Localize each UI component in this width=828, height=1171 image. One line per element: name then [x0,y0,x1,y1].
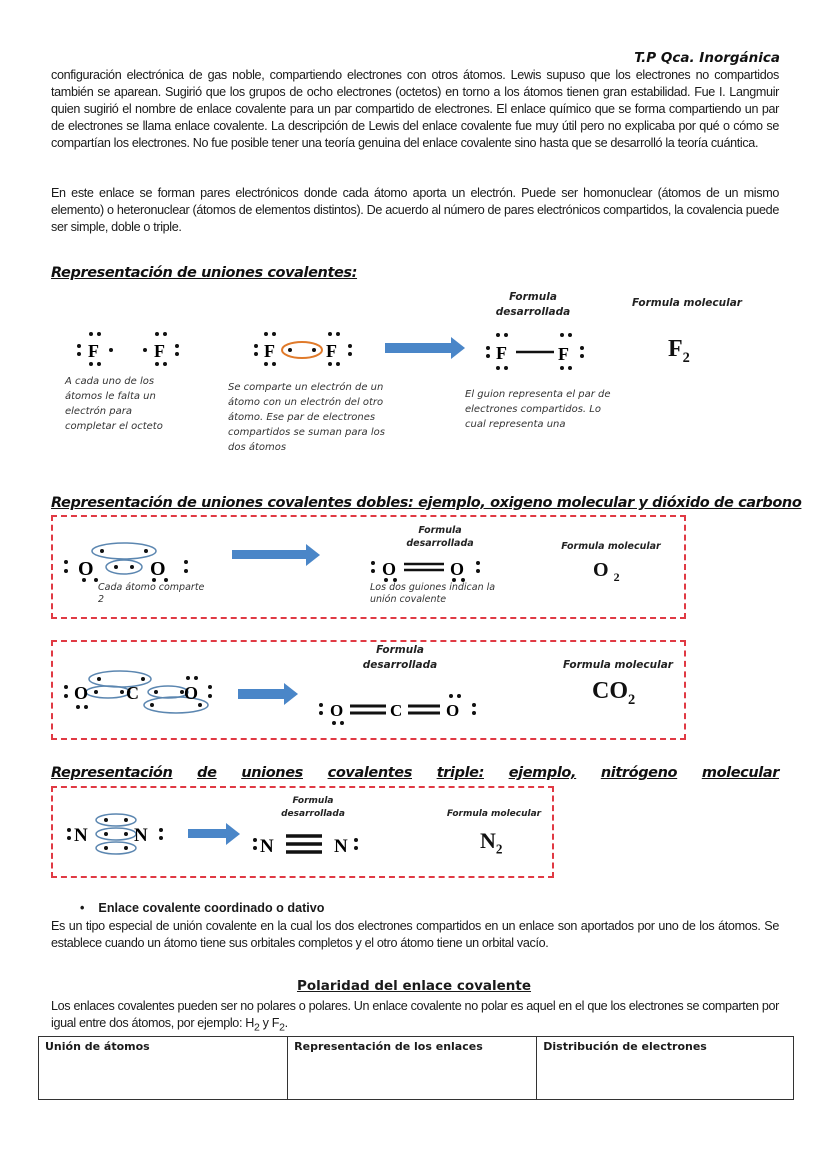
table-header-cell: Unión de átomos [39,1037,288,1100]
table-header-cell: Distribución de electrones [537,1037,794,1100]
label-developed-formula [345,643,455,673]
label-molecular-formula: Formula molecular [446,809,542,819]
label-developed-formula [478,290,588,320]
svg-text:F: F [88,341,99,361]
text-segment: y F [259,1016,280,1030]
molecular-formula-co2 [592,678,635,709]
heading-word: covalentes [327,765,412,781]
svg-text:O: O [184,683,199,703]
developed-formula-co2 [318,686,488,726]
svg-text:F: F [558,344,569,364]
heading-word: Representación [51,765,173,781]
text-segment: Los enlaces covalentes pueden ser no polares o polares. Un enlace covalente no polar es aquel en el que los electrones se comparten por igual entre dos átomos, por ejemplo: H [51,999,779,1030]
svg-text:C: C [126,683,139,703]
formula-subscript: 2 [613,570,620,584]
label-line-2: desarrollada [495,306,571,318]
document-header-title: T.P Qca. Inorgánica [634,50,780,66]
lewis-structure-co2-sharing [62,668,232,718]
heading-word: de [197,765,217,781]
svg-text:O: O [74,683,89,703]
table-row [39,1037,794,1100]
svg-text:O: O [450,559,465,579]
label-line-1: Formula [292,796,334,806]
caption-shared-electron: Se comparte un electrón de un átomo con un electrón del otro átomo. Ese par de electrones compartidos se suman para los dos átomos [228,382,385,453]
heading-word: molecular [701,765,779,781]
developed-formula-n2 [252,828,372,860]
lewis-structure-shared-pair [252,330,372,370]
label-line-1: Formula [418,525,462,536]
polarity-section-title: Polaridad del enlace covalente [296,978,532,994]
caption-dash-represents-pair: El guion representa el par de electrones compartidos. Lo cual representa una [465,389,611,430]
formula-subscript: 2 [682,349,690,366]
section-heading-single-bonds: Representación de uniones covalentes: [51,265,358,281]
lewis-structure-two-fluorine-atoms [75,330,195,370]
arrow-right-icon [232,550,306,559]
arrow-right-icon [188,829,226,838]
formula-subscript: 2 [495,841,503,857]
svg-text:N: N [74,825,88,846]
label-developed-formula [263,795,363,821]
svg-text:N: N [134,825,148,846]
svg-text:N: N [260,836,274,857]
developed-formula-o2 [370,553,485,583]
section-heading-triple-bonds [51,765,779,781]
developed-formula-f2 [484,332,594,372]
svg-text:N: N [334,836,348,857]
coordinated-bond-title: Enlace covalente coordinado o dativo [98,901,325,915]
lewis-structure-o2-sharing [62,540,207,585]
heading-word: uniones [241,765,303,781]
coordinated-bond-heading [80,901,324,915]
label-molecular-formula: Formula molecular [561,541,661,552]
formula-base: F [668,336,683,362]
svg-text:O: O [150,558,166,580]
svg-text:F: F [496,343,507,363]
svg-text:C: C [390,701,403,720]
polarity-table [38,1036,794,1100]
svg-text:O: O [78,558,94,580]
formula-subscript: 2 [628,691,636,708]
svg-text:O: O [382,559,397,579]
intro-paragraph-1: configuración electrónica de gas noble, compartiendo electrones con otros átomos. Lewis supuso que los electrones no compartidos también se aparean. Sugirió que los grupos de ocho electrones (octetos) en torno a los átomos tienen gran estabilidad. Fue I. Langmuir quien sugirió el nombre de enlace covalente para un par compartido de electrones. El enlace químico que se forma compartiendo un par de electrones se llama enlace covalente. La descripción de Lewis del enlace covalente fue muy útil pero no explicaba por qué o cómo se compartían los electrones. No fue posible tener una teoría genuina del enlace covalente sino hasta que se desarrolló la teoría cuántica. [51,68,779,150]
subscript: 2 [279,1021,285,1034]
label-line-1: Formula [509,291,557,303]
heading-word: ejemplo, [508,765,577,781]
label-developed-formula [385,524,495,550]
arrow-right-icon [238,689,284,699]
arrow-right-icon [385,343,451,353]
label-molecular-formula: Formula molecular [632,297,742,309]
label-line-2: desarrollada [362,659,438,671]
heading-word: nitrógeno [600,765,678,781]
svg-text:O: O [330,701,344,720]
caption-missing-electron: A cada uno de los átomos le falta un electrón para completar el octeto [65,376,163,432]
intro-paragraph-2: En este enlace se forman pares electrónicos donde cada átomo aporta un electrón. Puede ser homonuclear (átomos de un mismo elemento) o heteronuclear (átomos de elementos distintos). De acuerdo al número de pares electrónicos compartidos, la covalencia puede ser simple, doble o triple. [51,186,779,234]
caption-each-atom-shares-2: Cada átomo comparte 2 [98,582,205,605]
table-header-cell: Representación de los enlaces [288,1037,537,1100]
coordinated-bond-text: Es un tipo especial de unión covalente en la cual los dos electrones compartidos en un enlace son aportados por uno de los átomos. Se establece cuando un átomo tiene sus orbitales completos y el otro átomo tiene un orbital vacío. [51,919,779,950]
svg-text:F: F [326,341,337,361]
formula-base: O [593,559,609,581]
molecular-formula-f2 [668,336,690,367]
text-segment: . [284,1016,288,1030]
formula-base: CO [592,678,628,704]
molecular-formula-n2 [480,828,502,857]
svg-text:O: O [446,701,460,720]
lewis-structure-n2-sharing [66,812,176,857]
heading-word: triple: [436,765,484,781]
section-heading-double-bonds: Representación de uniones covalentes dobles: ejemplo, oxigeno molecular y dióxido de carbono [51,495,802,511]
bullet-icon: • [80,901,85,915]
polarity-paragraph [51,998,779,1037]
svg-text:F: F [154,341,165,361]
subscript: 2 [254,1021,260,1034]
molecular-formula-o2 [593,559,620,585]
caption-two-dashes: Los dos guiones indican la unión covalente [370,582,496,605]
label-line-1: Formula [376,644,424,656]
label-molecular-formula: Formula molecular [563,659,673,671]
label-line-2: desarrollada [281,809,345,819]
formula-base: N [480,828,496,853]
svg-text:F: F [264,341,275,361]
label-line-2: desarrollada [406,538,474,549]
